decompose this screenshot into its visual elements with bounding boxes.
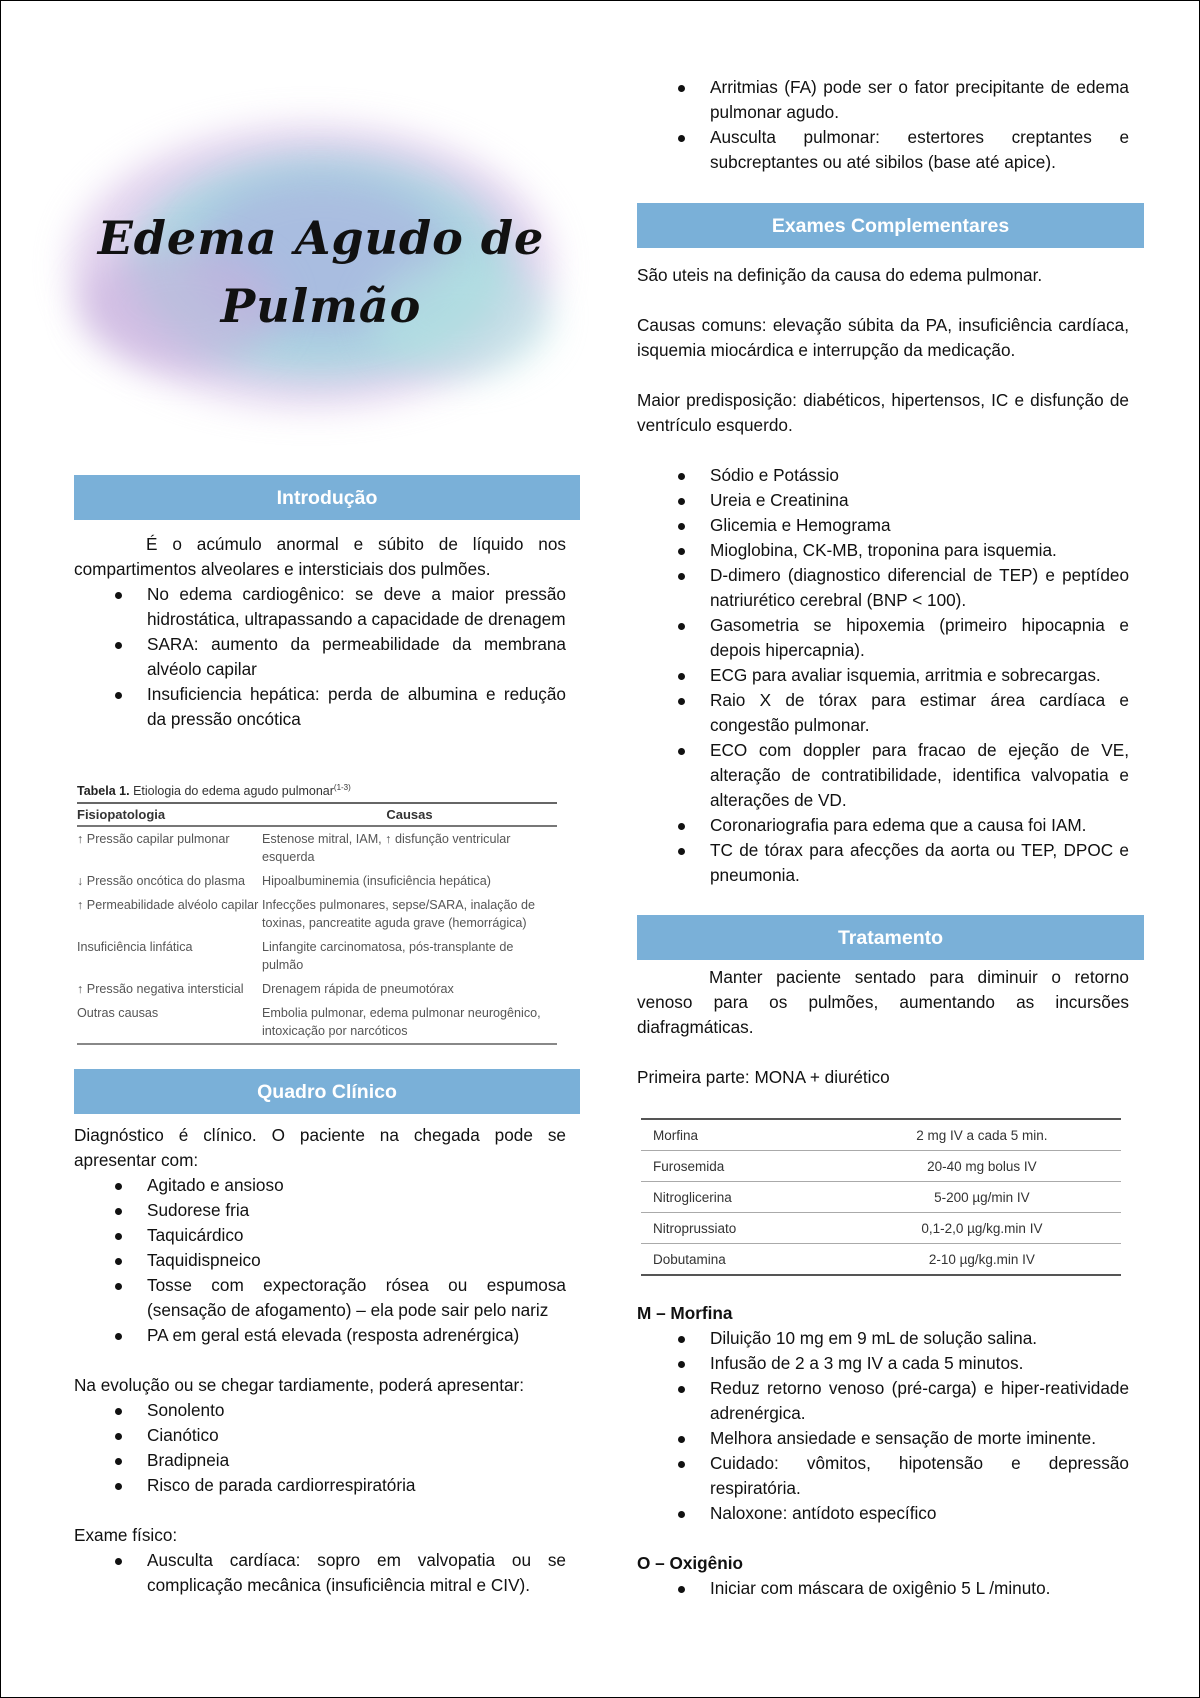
table-cell: ↑ Pressão capilar pulmonar (77, 832, 230, 847)
list-item: Reduz retorno venoso (pré-carga) e hiper-reatividade adrenérgica. (637, 1376, 1129, 1426)
table-row (641, 1151, 1121, 1182)
table-row (641, 1119, 1121, 1151)
exams-p1: São uteis na definição da causa do edema pulmonar. (637, 265, 1043, 285)
list-item: Raio X de tórax para estimar área cardíaca e congestão pulmonar. (637, 688, 1129, 738)
late-intro: Na evolução ou se chegar tardiamente, poderá apresentar: (74, 1375, 525, 1395)
section-header-exames: Exames Complementares (637, 203, 1144, 248)
morphine-bullet-list (637, 1326, 1129, 1526)
list-item: Iniciar com máscara de oxigênio 5 L /minuto. (637, 1576, 1129, 1601)
intro-paragraph: É o acúmulo anormal e súbito de líquido nos compartimentos alveolares e intersticiais dos pulmões. (74, 534, 566, 579)
list-item: Bradipneia (74, 1448, 566, 1473)
list-item: Insuficiencia hepática: perda de albumina e redução da pressão oncótica (74, 682, 566, 732)
exam-intro: Exame físico: (74, 1525, 178, 1545)
drug-name: Dobutamina (641, 1244, 843, 1276)
table-cell: Hipoalbuminemia (insuficiência hepática) (262, 874, 491, 889)
intro-bullet-list (74, 582, 566, 732)
table-cell: Drenagem rápida de pneumotórax (262, 982, 454, 997)
title-line-1: Edema Agudo de (97, 211, 545, 265)
list-item: Agitado e ansioso (74, 1173, 566, 1198)
table-row (641, 1244, 1121, 1276)
section-header-quadro-clinico: Quadro Clínico (74, 1069, 580, 1114)
table-cell: Outras causas (77, 1001, 262, 1044)
column-header: Fisiopatologia (77, 803, 262, 826)
treatment-p1: Manter paciente sentado para diminuir o retorno venoso para os pulmões, aumentando as incursões diafragmáticas. (637, 967, 1129, 1037)
drug-name: Nitroprussiato (641, 1213, 843, 1244)
list-item: Arritmias (FA) pode ser o fator precipitante de edema pulmonar agudo. (637, 75, 1129, 125)
intro-section (74, 532, 566, 732)
list-item: Ausculta pulmonar: estertores creptantes e subcreptantes ou até sibilos (base até apice). (637, 125, 1129, 175)
table-cell: Embolia pulmonar, edema pulmonar neurogênico, intoxicação por narcóticos (262, 1001, 557, 1044)
list-item: Gasometria se hipoxemia (primeiro hipocapnia e depois hipercapnia). (637, 613, 1129, 663)
list-item: Coronariografia para edema que a causa foi IAM. (637, 813, 1129, 838)
list-item: Mioglobina, CK-MB, troponina para isquemia. (637, 538, 1129, 563)
list-item: Tosse com expectoração rósea ou espumosa (sensação de afogamento) – ela pode sair pelo nariz (74, 1273, 566, 1323)
drug-dose: 0,1-2,0 µg/kg.min IV (843, 1213, 1121, 1244)
list-item: D-dimero (diagnostico diferencial de TEP) e peptídeo natriurético cerebral (BNP < 100). (637, 563, 1129, 613)
list-item: SARA: aumento da permeabilidade da membrana alvéolo capilar (74, 632, 566, 682)
mona-drug-table (641, 1118, 1121, 1276)
caption-label: Tabela 1. (77, 784, 130, 799)
table-cell: ↑ Pressão negativa intersticial (77, 982, 244, 997)
list-item: Cuidado: vômitos, hipotensão e depressão respiratória. (637, 1451, 1129, 1501)
table-row (77, 935, 557, 977)
table-row (77, 1001, 557, 1044)
list-item: ECG para avaliar isquemia, arritmia e sobrecargas. (637, 663, 1129, 688)
table-row (641, 1182, 1121, 1213)
exams-p2: Causas comuns: elevação súbita da PA, insuficiência cardíaca, isquemia miocárdica e interrupção da medicação. (637, 315, 1129, 360)
table-caption (77, 783, 557, 798)
section-header-introducao: Introdução (74, 475, 580, 520)
drug-dose: 2-10 µg/kg.min IV (843, 1244, 1121, 1276)
table-cell: ↑ Permeabilidade alvéolo capilar (77, 898, 259, 913)
drug-dose: 5-200 µg/min IV (843, 1182, 1121, 1213)
list-item: Ausculta cardíaca: sopro em valvopatia ou se complicação mecânica (insuficiência mitral e CIV). (74, 1548, 566, 1598)
page-title (41, 204, 601, 340)
drug-name: Furosemida (641, 1151, 843, 1182)
list-item: Sódio e Potássio (637, 463, 1129, 488)
morphine-title: M – Morfina (637, 1303, 733, 1323)
table-cell: Insuficiência linfática (77, 940, 193, 955)
list-item: Sudorese fria (74, 1198, 566, 1223)
list-item: Infusão de 2 a 3 mg IV a cada 5 minutos. (637, 1351, 1129, 1376)
exams-bullet-list (637, 463, 1129, 888)
drug-dose: 20-40 mg bolus IV (843, 1151, 1121, 1182)
exam-continued-list (637, 75, 1129, 175)
clinical-paragraph: Diagnóstico é clínico. O paciente na chegada pode se apresentar com: (74, 1125, 566, 1170)
table-cell: Estenose mitral, IAM, ↑ disfunção ventricular esquerda (262, 832, 511, 865)
list-item: Risco de parada cardiorrespiratória (74, 1473, 566, 1498)
list-item: Ureia e Creatinina (637, 488, 1129, 513)
column-header: Causas (262, 803, 557, 826)
oxygen-title: O – Oxigênio (637, 1553, 744, 1573)
list-item: Glicemia e Hemograma (637, 513, 1129, 538)
list-item: Taquicárdico (74, 1223, 566, 1248)
list-item: TC de tórax para afecções da aorta ou TEP, DPOC e pneumonia. (637, 838, 1129, 888)
table-cell: ↓ Pressão oncótica do plasma (77, 874, 246, 889)
title-line-2: Pulmão (220, 279, 422, 333)
list-item: No edema cardiogênico: se deve a maior pressão hidrostática, ultrapassando a capacidade de drenagem (74, 582, 566, 632)
drug-dose: 2 mg IV a cada 5 min. (843, 1119, 1121, 1151)
caption-ref: (1-3) (333, 783, 351, 792)
table-row (77, 893, 557, 935)
table-row (641, 1213, 1121, 1244)
title-banner (41, 86, 601, 446)
late-bullet-list (74, 1398, 566, 1498)
table-row (77, 869, 557, 893)
list-item: Sonolento (74, 1398, 566, 1423)
table-row (77, 826, 557, 869)
table-cell: Linfangite carcinomatosa, pós-transplante de pulmão (262, 940, 514, 973)
list-item: Cianótico (74, 1423, 566, 1448)
exam-bullet-list (74, 1548, 566, 1598)
exams-p3: Maior predisposição: diabéticos, hipertensos, IC e disfunção de ventrículo esquerdo. (637, 390, 1129, 435)
caption-text: Etiologia do edema agudo pulmonar (133, 784, 334, 799)
clinical-bullet-list (74, 1173, 566, 1348)
list-item: Taquidispneico (74, 1248, 566, 1273)
table-cell: Infecções pulmonares, sepse/SARA, inalação de toxinas, pancreatite aguda grave (hemorrágica) (262, 898, 536, 931)
list-item: Melhora ansiedade e sensação de morte iminente. (637, 1426, 1129, 1451)
list-item: Diluição 10 mg em 9 mL de solução salina. (637, 1326, 1129, 1351)
drug-name: Nitroglicerina (641, 1182, 843, 1213)
table-row (77, 977, 557, 1001)
etiology-table (77, 783, 557, 1045)
list-item: PA em geral está elevada (resposta adrenérgica) (74, 1323, 566, 1348)
section-header-tratamento: Tratamento (637, 915, 1144, 960)
list-item: Naloxone: antídoto específico (637, 1501, 1129, 1526)
drug-name: Morfina (641, 1119, 843, 1151)
treatment-p2: Primeira parte: MONA + diurético (637, 1067, 890, 1087)
list-item: ECO com doppler para fracao de ejeção de VE, alteração de contratibilidade, identifica valvopatia e alterações de VD. (637, 738, 1129, 813)
oxygen-bullet-list (637, 1576, 1129, 1601)
